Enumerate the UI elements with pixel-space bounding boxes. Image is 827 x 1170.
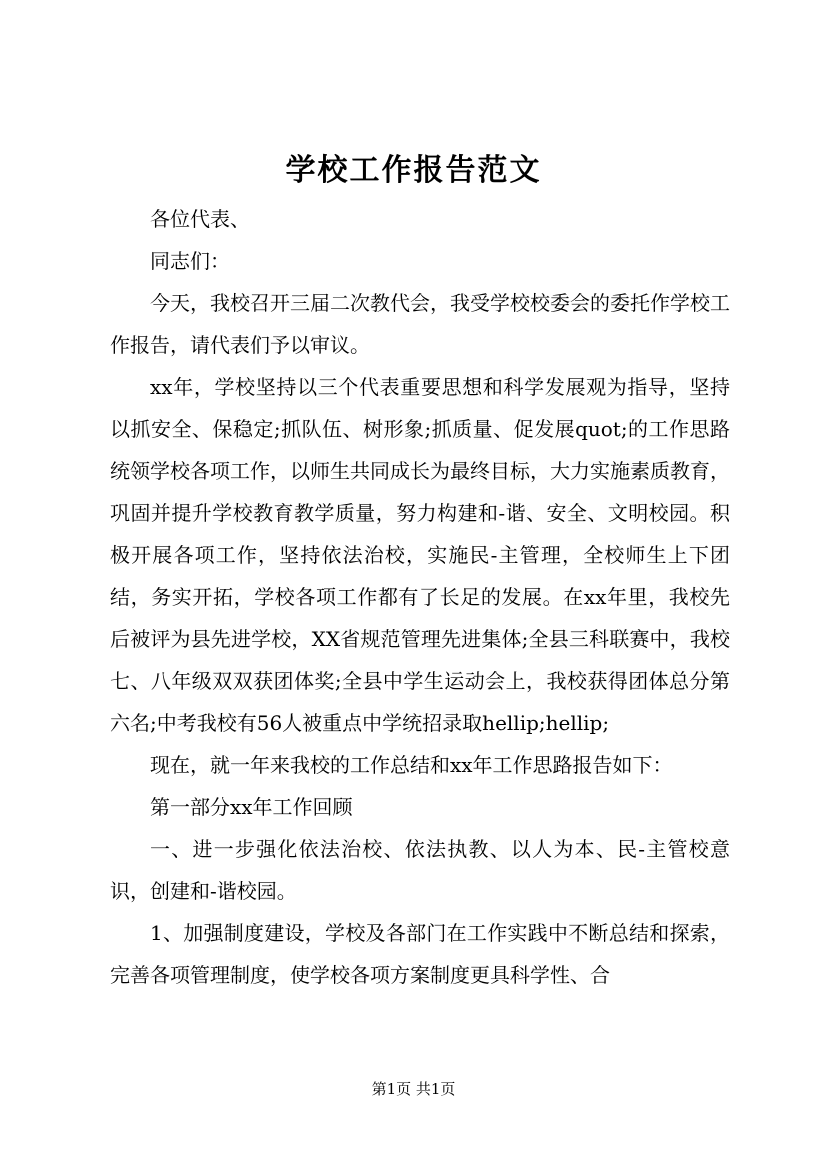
paragraph-salutation-1: 各位代表、 [150, 207, 250, 231]
paragraph-report-outline: 现在，就一年来我校的工作总结和xx年工作思路报告如下： [150, 753, 673, 777]
document-body [110, 198, 730, 996]
section-heading: 第一部分xx年工作回顾 [150, 795, 353, 819]
paragraph-intro: 今天，我校召开三届二次教代会，我受学校校委会的委托作学校工作报告，请代表们予以审议。 [110, 291, 730, 357]
paragraph-salutation-2: 同志们： [150, 249, 230, 273]
page-title: 学校工作报告范文 [285, 153, 542, 188]
page-number-footer: 第1页 共1页 [371, 1080, 456, 1098]
paragraph-summary: xx年，学校坚持以三个代表重要思想和科学发展观为指导，坚持以抓安全、保稳定;抓队伍、树形象;抓质量、促发展quot;的工作思路统领学校各项工作，以师生共同成长为最终目标，大力实施素质教育，巩固并提升学校教育教学质量，努力构建和-谐、安全、文明校园。积极开展各项工作，坚持依法治校，实施民-主管理，全校师生上下团结，务实开拓，学校各项工作都有了长足的发展。在xx年里，我校先后被评为县先进学校，XX省规范管理先进集体;全县三科联赛中，我校七、八年级双双获团体奖;全县中学生运动会上，我校获得团体总分第六名;中考我校有56人被重点中学统招录取hellip;hellip; [110, 375, 730, 735]
subsection-heading: 一、进一步强化依法治校、依法执教、以人为本、民-主管校意识，创建和-谐校园。 [110, 837, 730, 903]
paragraph-item-1: 1、加强制度建设，学校及各部门在工作实践中不断总结和探索，完善各项管理制度，使学校各项方案制度更具科学性、合 [110, 921, 730, 987]
